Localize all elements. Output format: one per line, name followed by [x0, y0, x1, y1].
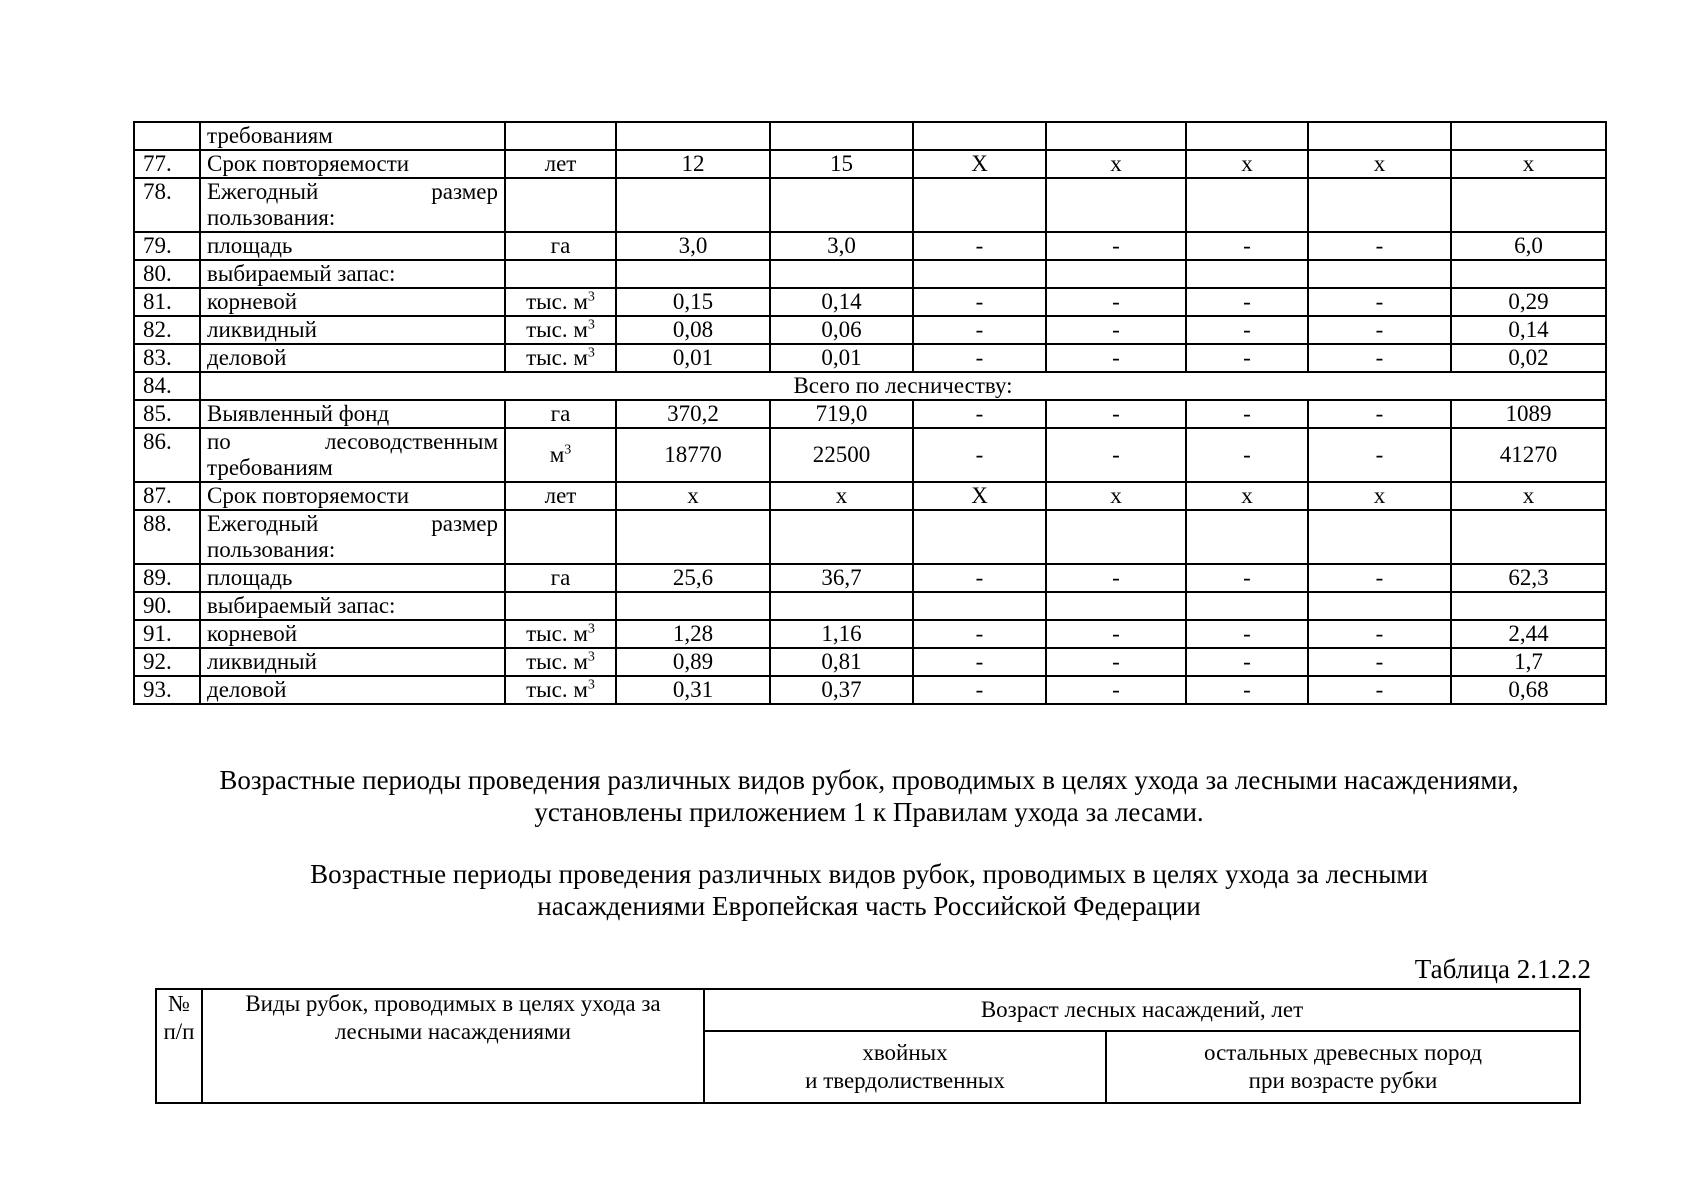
value-cell: - — [1186, 400, 1308, 428]
value-cell — [616, 592, 770, 620]
value-cell: - — [1046, 232, 1186, 260]
value-cell: 41270 — [1451, 428, 1606, 482]
indicator-name-word: Ежегодный — [207, 179, 319, 204]
table-row — [134, 316, 1606, 344]
row-number: 89. — [134, 564, 200, 592]
value-cell: х — [1186, 482, 1308, 510]
indicator-name: корневой — [200, 288, 505, 316]
unit-superscript: 3 — [564, 442, 572, 458]
table-row — [134, 344, 1606, 372]
indicator-name — [200, 428, 505, 482]
row-number: 83. — [134, 344, 200, 372]
value-cell: - — [1186, 428, 1308, 482]
value-cell: 0,14 — [770, 288, 913, 316]
value-cell: - — [1186, 676, 1308, 704]
table-row — [134, 232, 1606, 260]
row-number: 80. — [134, 260, 200, 288]
value-cell: - — [1046, 564, 1186, 592]
value-cell: 18770 — [616, 428, 770, 482]
unit-superscript: 3 — [587, 677, 595, 693]
value-cell: 0,81 — [770, 648, 913, 676]
value-cell: х — [1046, 150, 1186, 178]
table-row — [134, 178, 1606, 232]
indicator-name: выбираемый запас: — [200, 592, 505, 620]
row-number: 79. — [134, 232, 200, 260]
indicator-name-word: размер — [431, 511, 498, 536]
table-title-line: Возрастные периоды проведения различных видов рубок, проводимых в целях ухода за лесными — [310, 859, 1428, 889]
header-text: № — [168, 991, 190, 1016]
value-cell: - — [1046, 344, 1186, 372]
table-row — [134, 428, 1606, 482]
value-cell: х — [1308, 482, 1451, 510]
indicator-name: Срок повторяемости — [200, 150, 505, 178]
value-cell — [1046, 592, 1186, 620]
value-cell: 0,14 — [1451, 316, 1606, 344]
section-heading-cell: Всего по лесничеству: — [200, 372, 1606, 400]
unit-cell — [505, 232, 616, 260]
unit-text: тыс. м — [526, 677, 588, 702]
forest-use-table — [133, 121, 1607, 705]
header-text: хвойных — [862, 1040, 948, 1065]
unit-text: лет — [544, 151, 577, 176]
value-cell: - — [913, 232, 1046, 260]
value-cell — [1046, 178, 1186, 232]
forest-use-table-body — [134, 122, 1606, 704]
header-text: при возрасте рубки — [1248, 1068, 1438, 1093]
table-row — [134, 482, 1606, 510]
indicator-name-word: Ежегодный — [207, 511, 319, 536]
value-cell: Х — [913, 482, 1046, 510]
unit-text: тыс. м — [526, 649, 588, 674]
value-cell: 12 — [616, 150, 770, 178]
value-cell — [616, 260, 770, 288]
value-cell — [1451, 592, 1606, 620]
value-cell: - — [1308, 620, 1451, 648]
indicator-name-line — [207, 179, 498, 205]
indicator-name: ликвидный — [200, 316, 505, 344]
value-cell: 1,16 — [770, 620, 913, 648]
unit-text: га — [550, 401, 571, 426]
unit-cell — [505, 428, 616, 482]
value-cell: - — [913, 564, 1046, 592]
unit-cell — [505, 400, 616, 428]
row-number: 88. — [134, 510, 200, 564]
value-cell: - — [1308, 676, 1451, 704]
row-number: 91. — [134, 620, 200, 648]
unit-text: тыс. м — [526, 317, 588, 342]
paragraph-line: Возрастные периоды проведения различных видов рубок, проводимых в целях ухода за лесными насаждениями, — [219, 765, 1519, 795]
row-number: 85. — [134, 400, 200, 428]
value-cell: - — [1308, 288, 1451, 316]
header-number — [156, 989, 202, 1103]
indicator-name: требованиям — [200, 122, 505, 150]
value-cell: 62,3 — [1451, 564, 1606, 592]
row-number: 92. — [134, 648, 200, 676]
table-row — [134, 260, 1606, 288]
age-periods-paragraph — [133, 764, 1605, 828]
indicator-name — [200, 178, 505, 232]
value-cell — [1451, 122, 1606, 150]
value-cell: - — [913, 648, 1046, 676]
value-cell: 0,15 — [616, 288, 770, 316]
value-cell: - — [1046, 648, 1186, 676]
table-header-row — [156, 989, 1580, 1031]
value-cell: - — [1046, 676, 1186, 704]
value-cell: 370,2 — [616, 400, 770, 428]
value-cell: - — [1308, 316, 1451, 344]
value-cell — [1186, 260, 1308, 288]
row-number: 87. — [134, 482, 200, 510]
value-cell: - — [1308, 564, 1451, 592]
unit-cell — [505, 288, 616, 316]
value-cell — [770, 122, 913, 150]
value-cell — [1451, 178, 1606, 232]
header-cutting-kind — [202, 989, 704, 1103]
unit-cell — [505, 316, 616, 344]
value-cell — [913, 178, 1046, 232]
unit-cell — [505, 676, 616, 704]
indicator-name: ликвидный — [200, 648, 505, 676]
value-cell: 0,68 — [1451, 676, 1606, 704]
table-row — [134, 648, 1606, 676]
value-cell — [770, 178, 913, 232]
value-cell — [1451, 260, 1606, 288]
value-cell: - — [1186, 620, 1308, 648]
value-cell: 0,37 — [770, 676, 913, 704]
value-cell: 0,31 — [616, 676, 770, 704]
table-row — [134, 676, 1606, 704]
unit-cell — [505, 150, 616, 178]
value-cell: 25,6 — [616, 564, 770, 592]
value-cell: 3,0 — [770, 232, 913, 260]
unit-text: м — [549, 442, 565, 467]
indicator-name: Срок повторяемости — [200, 482, 505, 510]
row-number: 78. — [134, 178, 200, 232]
value-cell: - — [913, 620, 1046, 648]
value-cell: 15 — [770, 150, 913, 178]
value-cell: х — [616, 482, 770, 510]
table-row — [134, 564, 1606, 592]
unit-cell — [505, 178, 616, 232]
unit-cell — [505, 648, 616, 676]
header-text: лесными насаждениями — [335, 1019, 571, 1044]
value-cell: 1,28 — [616, 620, 770, 648]
header-text: Виды рубок, проводимых в целях ухода за — [245, 991, 661, 1016]
unit-cell — [505, 620, 616, 648]
unit-cell — [505, 122, 616, 150]
indicator-name-line — [207, 429, 498, 455]
value-cell — [913, 260, 1046, 288]
indicator-name: Выявленный фонд — [200, 400, 505, 428]
header-text: и твердолиственных — [805, 1068, 1005, 1093]
indicator-name-line — [207, 511, 498, 537]
row-number: 84. — [134, 372, 200, 400]
value-cell — [1308, 178, 1451, 232]
value-cell: - — [1308, 648, 1451, 676]
value-cell: - — [1186, 316, 1308, 344]
value-cell: х — [1046, 482, 1186, 510]
value-cell: - — [1308, 400, 1451, 428]
row-number: 82. — [134, 316, 200, 344]
value-cell — [1046, 122, 1186, 150]
table-row — [134, 122, 1606, 150]
unit-text: лет — [544, 483, 577, 508]
value-cell: 0,02 — [1451, 344, 1606, 372]
value-cell: - — [1046, 620, 1186, 648]
value-cell: - — [1186, 288, 1308, 316]
value-cell — [913, 122, 1046, 150]
indicator-name: площадь — [200, 232, 505, 260]
value-cell: Х — [913, 150, 1046, 178]
unit-cell — [505, 564, 616, 592]
value-cell: 2,44 — [1451, 620, 1606, 648]
value-cell — [616, 510, 770, 564]
unit-cell — [505, 482, 616, 510]
unit-superscript: 3 — [587, 289, 595, 305]
value-cell — [1308, 260, 1451, 288]
value-cell — [1186, 178, 1308, 232]
indicator-name: деловой — [200, 344, 505, 372]
value-cell: 0,08 — [616, 316, 770, 344]
value-cell — [1308, 122, 1451, 150]
value-cell: х — [1451, 482, 1606, 510]
unit-superscript: 3 — [587, 317, 595, 333]
table-row — [134, 620, 1606, 648]
unit-superscript: 3 — [587, 621, 595, 637]
value-cell — [616, 178, 770, 232]
value-cell: 0,89 — [616, 648, 770, 676]
value-cell — [1451, 510, 1606, 564]
header-text: п/п — [163, 1019, 195, 1044]
value-cell: - — [1308, 344, 1451, 372]
indicator-name-word: по — [207, 429, 231, 454]
value-cell: - — [913, 316, 1046, 344]
value-cell — [913, 592, 1046, 620]
row-number: 77. — [134, 150, 200, 178]
indicator-name: площадь — [200, 564, 505, 592]
row-number: 86. — [134, 428, 200, 482]
value-cell: 0,29 — [1451, 288, 1606, 316]
indicator-name-word: лесоводственным — [324, 429, 498, 454]
value-cell: - — [1046, 428, 1186, 482]
row-number — [134, 122, 200, 150]
table-title-line: насаждениями Европейская часть Российской Федерации — [537, 891, 1201, 921]
indicator-name: деловой — [200, 676, 505, 704]
indicator-name: корневой — [200, 620, 505, 648]
table-title — [133, 858, 1605, 922]
value-cell: - — [1308, 428, 1451, 482]
value-cell: - — [1186, 344, 1308, 372]
row-number: 81. — [134, 288, 200, 316]
value-cell — [770, 510, 913, 564]
value-cell: х — [1308, 150, 1451, 178]
table-row — [134, 510, 1606, 564]
unit-text: га — [550, 233, 571, 258]
value-cell: 1,7 — [1451, 648, 1606, 676]
unit-cell — [505, 592, 616, 620]
table-row — [134, 150, 1606, 178]
value-cell: х — [770, 482, 913, 510]
unit-cell — [505, 344, 616, 372]
value-cell — [1308, 510, 1451, 564]
value-cell — [913, 510, 1046, 564]
value-cell — [770, 592, 913, 620]
value-cell: - — [913, 400, 1046, 428]
value-cell: - — [913, 676, 1046, 704]
value-cell — [1046, 260, 1186, 288]
value-cell: - — [1186, 564, 1308, 592]
indicator-name-line: пользования: — [207, 205, 336, 230]
value-cell: 1089 — [1451, 400, 1606, 428]
value-cell — [1308, 592, 1451, 620]
value-cell: - — [1046, 288, 1186, 316]
value-cell: - — [1046, 400, 1186, 428]
unit-superscript: 3 — [587, 345, 595, 361]
table-number-caption: Таблица 2.1.2.2 — [1414, 954, 1591, 984]
unit-text: тыс. м — [526, 345, 588, 370]
value-cell: 0,06 — [770, 316, 913, 344]
header-text: остальных древесных пород — [1204, 1040, 1482, 1065]
table-row — [134, 288, 1606, 316]
header-stand-age: Возраст лесных насаждений, лет — [704, 989, 1580, 1031]
value-cell — [616, 122, 770, 150]
value-cell: 0,01 — [616, 344, 770, 372]
header-other-species — [1106, 1031, 1580, 1103]
value-cell: - — [913, 428, 1046, 482]
row-number: 93. — [134, 676, 200, 704]
value-cell — [1186, 122, 1308, 150]
value-cell — [1046, 510, 1186, 564]
header-conifer — [704, 1031, 1106, 1103]
age-periods-table — [155, 988, 1581, 1104]
unit-superscript: 3 — [587, 649, 595, 665]
value-cell: - — [1186, 648, 1308, 676]
table-row — [134, 400, 1606, 428]
unit-text: га — [550, 565, 571, 590]
value-cell: х — [1451, 150, 1606, 178]
value-cell: х — [1186, 150, 1308, 178]
value-cell — [1186, 592, 1308, 620]
table-row — [134, 372, 1606, 400]
value-cell — [770, 260, 913, 288]
value-cell: - — [913, 288, 1046, 316]
indicator-name-word: размер — [431, 179, 498, 204]
value-cell: - — [913, 344, 1046, 372]
value-cell: - — [1308, 232, 1451, 260]
indicator-name-line: пользования: — [207, 537, 336, 562]
unit-cell — [505, 510, 616, 564]
value-cell: 6,0 — [1451, 232, 1606, 260]
indicator-name: выбираемый запас: — [200, 260, 505, 288]
value-cell: 36,7 — [770, 564, 913, 592]
indicator-name-line: требованиям — [207, 455, 333, 480]
unit-cell — [505, 260, 616, 288]
value-cell: 719,0 — [770, 400, 913, 428]
value-cell: 22500 — [770, 428, 913, 482]
value-cell: - — [1046, 316, 1186, 344]
value-cell: 0,01 — [770, 344, 913, 372]
paragraph-line: установлены приложением 1 к Правилам ухода за лесами. — [534, 797, 1204, 827]
value-cell — [1186, 510, 1308, 564]
value-cell: 3,0 — [616, 232, 770, 260]
unit-text: тыс. м — [526, 621, 588, 646]
value-cell: - — [1186, 232, 1308, 260]
row-number: 90. — [134, 592, 200, 620]
indicator-name — [200, 510, 505, 564]
table-row — [134, 592, 1606, 620]
unit-text: тыс. м — [526, 289, 588, 314]
